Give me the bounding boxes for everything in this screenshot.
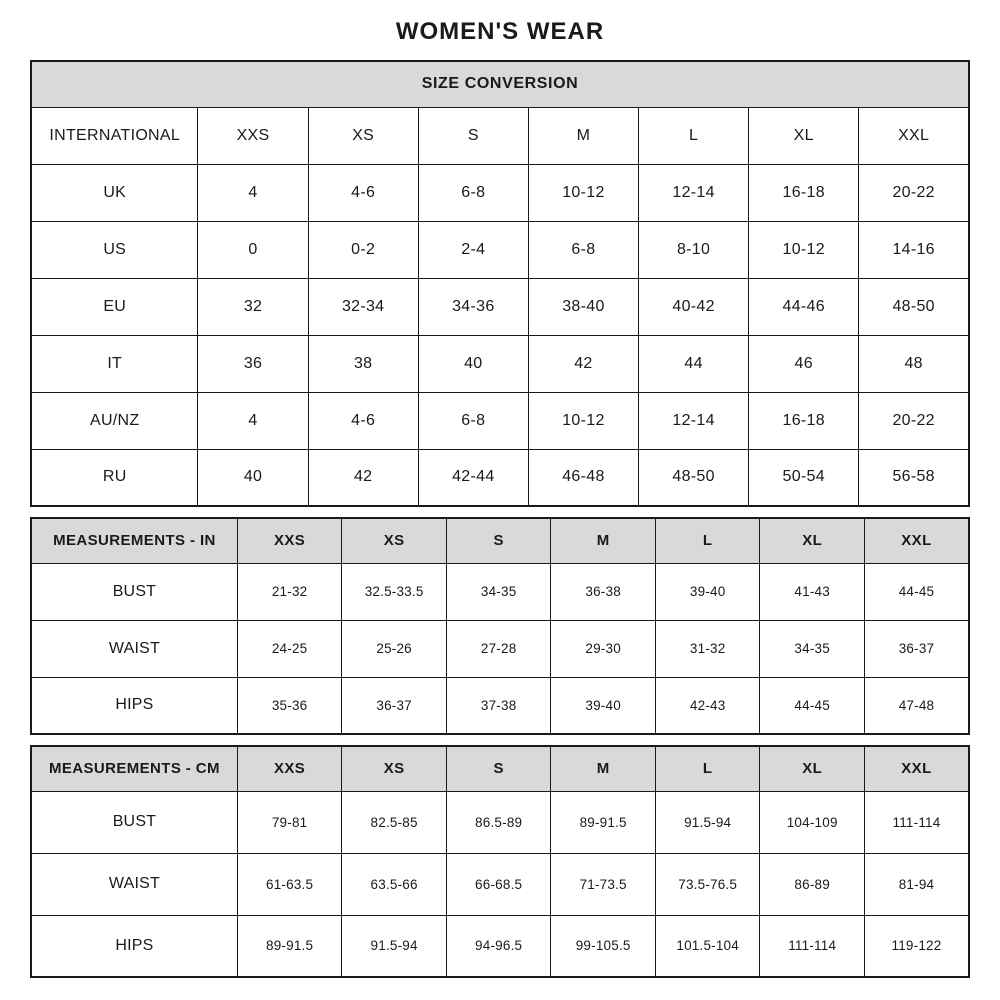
value-cell: 25-26 <box>342 620 447 677</box>
table-row <box>31 791 969 853</box>
value-cell: 66-68.5 <box>446 853 551 915</box>
table-row <box>31 677 969 734</box>
value-cell: 94-96.5 <box>446 915 551 977</box>
value-cell: 41-43 <box>760 563 865 620</box>
value-cell: 0 <box>198 221 308 278</box>
value-cell: 61-63.5 <box>237 853 342 915</box>
value-cell: 31-32 <box>655 620 760 677</box>
value-cell: 2-4 <box>418 221 528 278</box>
value-cell: 86.5-89 <box>446 791 551 853</box>
value-cell: 6-8 <box>528 221 638 278</box>
value-cell: 16-18 <box>749 392 859 449</box>
row-label-cell: WAIST <box>31 620 237 677</box>
measurements-cm-table <box>30 745 970 978</box>
value-cell: 42-44 <box>418 449 528 506</box>
value-cell: 12-14 <box>639 392 749 449</box>
size-header-cell: XXS <box>237 518 342 563</box>
row-label-cell: EU <box>31 278 198 335</box>
value-cell: 21-32 <box>237 563 342 620</box>
value-cell: 4-6 <box>308 392 418 449</box>
row-label-cell: WAIST <box>31 853 237 915</box>
table-row <box>31 620 969 677</box>
value-cell: L <box>639 107 749 164</box>
value-cell: 79-81 <box>237 791 342 853</box>
value-cell: 89-91.5 <box>551 791 656 853</box>
size-conversion-title: SIZE CONVERSION <box>31 61 969 107</box>
size-conversion-header-row <box>31 61 969 107</box>
value-cell: 40 <box>198 449 308 506</box>
value-cell: 44-46 <box>749 278 859 335</box>
measurements-cm-header-row <box>31 746 969 791</box>
row-label-cell: HIPS <box>31 677 237 734</box>
size-header-cell: XS <box>342 518 447 563</box>
row-label-cell: IT <box>31 335 198 392</box>
value-cell: 10-12 <box>749 221 859 278</box>
row-label-cell: HIPS <box>31 915 237 977</box>
value-cell: XL <box>749 107 859 164</box>
value-cell: 40-42 <box>639 278 749 335</box>
size-header-cell: L <box>655 746 760 791</box>
value-cell: 44-45 <box>864 563 969 620</box>
value-cell: 36-37 <box>342 677 447 734</box>
value-cell: 99-105.5 <box>551 915 656 977</box>
measurements-in-table <box>30 517 970 735</box>
measurements-in-body <box>31 563 969 734</box>
value-cell: S <box>418 107 528 164</box>
value-cell: 10-12 <box>528 164 638 221</box>
size-header-cell: XXS <box>237 746 342 791</box>
value-cell: 6-8 <box>418 392 528 449</box>
value-cell: 36-38 <box>551 563 656 620</box>
table-title-cell: MEASUREMENTS - CM <box>31 746 237 791</box>
value-cell: 32-34 <box>308 278 418 335</box>
table-row <box>31 164 969 221</box>
size-conversion-table <box>30 60 970 507</box>
value-cell: 48-50 <box>859 278 969 335</box>
value-cell: 82.5-85 <box>342 791 447 853</box>
value-cell: 47-48 <box>864 677 969 734</box>
value-cell: 42-43 <box>655 677 760 734</box>
table-row <box>31 915 969 977</box>
value-cell: 48-50 <box>639 449 749 506</box>
table-title-cell: MEASUREMENTS - IN <box>31 518 237 563</box>
value-cell: 0-2 <box>308 221 418 278</box>
measurements-in-header-row <box>31 518 969 563</box>
value-cell: 20-22 <box>859 164 969 221</box>
row-label-cell: INTERNATIONAL <box>31 107 198 164</box>
value-cell: 4-6 <box>308 164 418 221</box>
row-label-cell: UK <box>31 164 198 221</box>
value-cell: 34-36 <box>418 278 528 335</box>
value-cell: 46 <box>749 335 859 392</box>
value-cell: 50-54 <box>749 449 859 506</box>
table-row <box>31 449 969 506</box>
row-label-cell: BUST <box>31 791 237 853</box>
size-header-cell: XXL <box>864 518 969 563</box>
value-cell: 111-114 <box>864 791 969 853</box>
value-cell: XXL <box>859 107 969 164</box>
value-cell: 14-16 <box>859 221 969 278</box>
value-cell: 48 <box>859 335 969 392</box>
value-cell: 111-114 <box>760 915 865 977</box>
value-cell: 37-38 <box>446 677 551 734</box>
value-cell: 89-91.5 <box>237 915 342 977</box>
value-cell: 4 <box>198 164 308 221</box>
value-cell: 91.5-94 <box>342 915 447 977</box>
value-cell: 38 <box>308 335 418 392</box>
value-cell: XXS <box>198 107 308 164</box>
page-title: WOMEN'S WEAR <box>395 18 605 45</box>
value-cell: 24-25 <box>237 620 342 677</box>
row-label-cell: BUST <box>31 563 237 620</box>
value-cell: 91.5-94 <box>655 791 760 853</box>
value-cell: 44 <box>639 335 749 392</box>
size-header-cell: S <box>446 746 551 791</box>
size-header-cell: L <box>655 518 760 563</box>
table-row <box>31 853 969 915</box>
size-header-cell: XL <box>760 518 865 563</box>
value-cell: 46-48 <box>528 449 638 506</box>
value-cell: 63.5-66 <box>342 853 447 915</box>
value-cell: 101.5-104 <box>655 915 760 977</box>
size-header-cell: S <box>446 518 551 563</box>
value-cell: 32 <box>198 278 308 335</box>
size-header-cell: XXL <box>864 746 969 791</box>
table-row <box>31 335 969 392</box>
value-cell: 38-40 <box>528 278 638 335</box>
value-cell: 42 <box>308 449 418 506</box>
measurements-cm-body <box>31 791 969 977</box>
table-row <box>31 278 969 335</box>
value-cell: 29-30 <box>551 620 656 677</box>
value-cell: 6-8 <box>418 164 528 221</box>
value-cell: 12-14 <box>639 164 749 221</box>
size-header-cell: M <box>551 518 656 563</box>
value-cell: 34-35 <box>446 563 551 620</box>
value-cell: 34-35 <box>760 620 865 677</box>
value-cell: 104-109 <box>760 791 865 853</box>
value-cell: 40 <box>418 335 528 392</box>
value-cell: 86-89 <box>760 853 865 915</box>
value-cell: 16-18 <box>749 164 859 221</box>
value-cell: XS <box>308 107 418 164</box>
value-cell: 71-73.5 <box>551 853 656 915</box>
value-cell: 4 <box>198 392 308 449</box>
value-cell: 119-122 <box>864 915 969 977</box>
table-row <box>31 563 969 620</box>
value-cell: 36-37 <box>864 620 969 677</box>
value-cell: 35-36 <box>237 677 342 734</box>
row-label-cell: AU/NZ <box>31 392 198 449</box>
row-label-cell: US <box>31 221 198 278</box>
table-row <box>31 107 969 164</box>
value-cell: 8-10 <box>639 221 749 278</box>
value-cell: 44-45 <box>760 677 865 734</box>
value-cell: 42 <box>528 335 638 392</box>
size-header-cell: M <box>551 746 656 791</box>
value-cell: 27-28 <box>446 620 551 677</box>
table-row <box>31 392 969 449</box>
value-cell: 73.5-76.5 <box>655 853 760 915</box>
value-cell: 10-12 <box>528 392 638 449</box>
row-label-cell: RU <box>31 449 198 506</box>
value-cell: 20-22 <box>859 392 969 449</box>
value-cell: 32.5-33.5 <box>342 563 447 620</box>
value-cell: M <box>528 107 638 164</box>
value-cell: 36 <box>198 335 308 392</box>
size-header-cell: XS <box>342 746 447 791</box>
value-cell: 81-94 <box>864 853 969 915</box>
value-cell: 39-40 <box>551 677 656 734</box>
value-cell: 39-40 <box>655 563 760 620</box>
size-conversion-body <box>31 107 969 506</box>
table-row <box>31 221 969 278</box>
value-cell: 56-58 <box>859 449 969 506</box>
size-header-cell: XL <box>760 746 865 791</box>
